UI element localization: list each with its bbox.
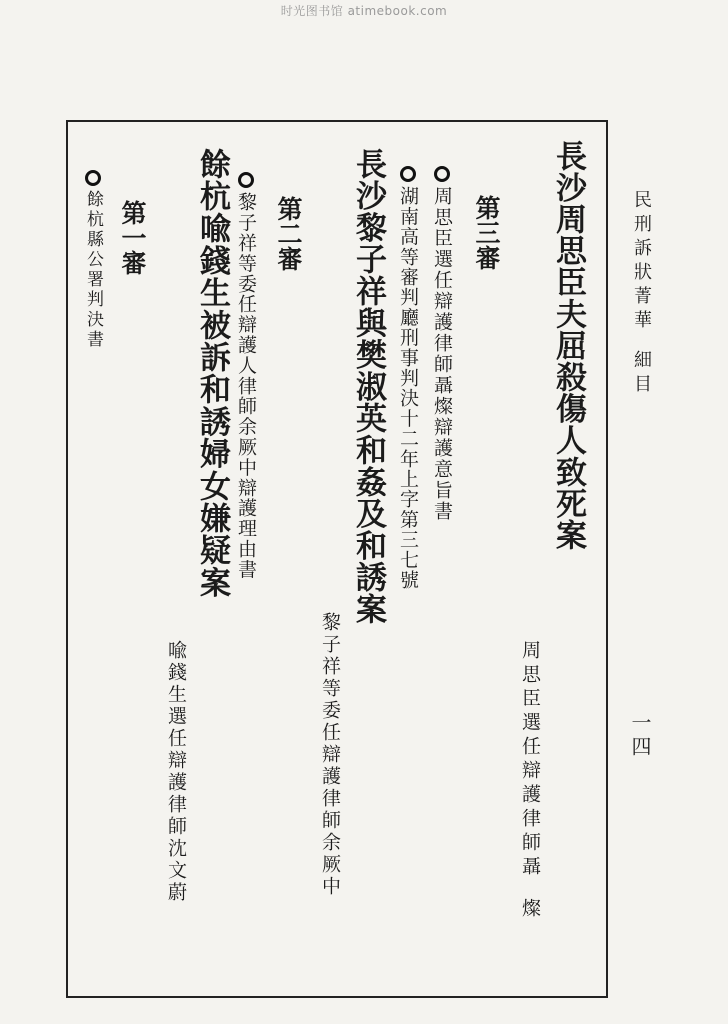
circle-bullet-icon [85, 170, 101, 186]
case2-item1: 黎子祥等委任辯護人律師余厥中辯護理由書 [236, 172, 255, 580]
case2-title: 長沙黎子祥與樊淑英和姦及和誘案 [350, 148, 386, 625]
circle-bullet-icon [238, 172, 254, 188]
case1-title: 長沙周思臣夫屈殺傷人致死案 [550, 140, 586, 551]
circle-bullet-icon [434, 166, 450, 182]
case3-heading: 第一審 [118, 200, 147, 275]
case1-item2: 湖南高等審判廳刑事判決十二年上字第三七號 [398, 166, 417, 590]
case1-signature: 周思臣選任辯護律師聶燦 [519, 640, 541, 922]
watermark: 时光图书馆 atimebook.com [280, 4, 448, 18]
case1-heading: 第三審 [472, 195, 501, 270]
case3-title: 餘杭喩錢生被訴和誘婦女嫌疑案 [194, 148, 230, 599]
book-title: 民刑訴狀菁華細目 [631, 190, 652, 398]
circle-bullet-icon [400, 166, 416, 182]
case2-heading: 第二審 [274, 196, 303, 271]
case1-item1: 周思臣選任辯護律師聶燦辯護意旨書 [432, 166, 451, 522]
case3-item1: 餘杭縣公署判決書 [84, 170, 101, 350]
case3-signature: 喩錢生選任辯護律師沈文蔚 [165, 640, 187, 904]
case2-signature: 黎子祥等委任辯護律師余厥中 [319, 612, 341, 898]
page-number: 一四 [628, 712, 652, 760]
section-label: 細目 [631, 350, 652, 398]
